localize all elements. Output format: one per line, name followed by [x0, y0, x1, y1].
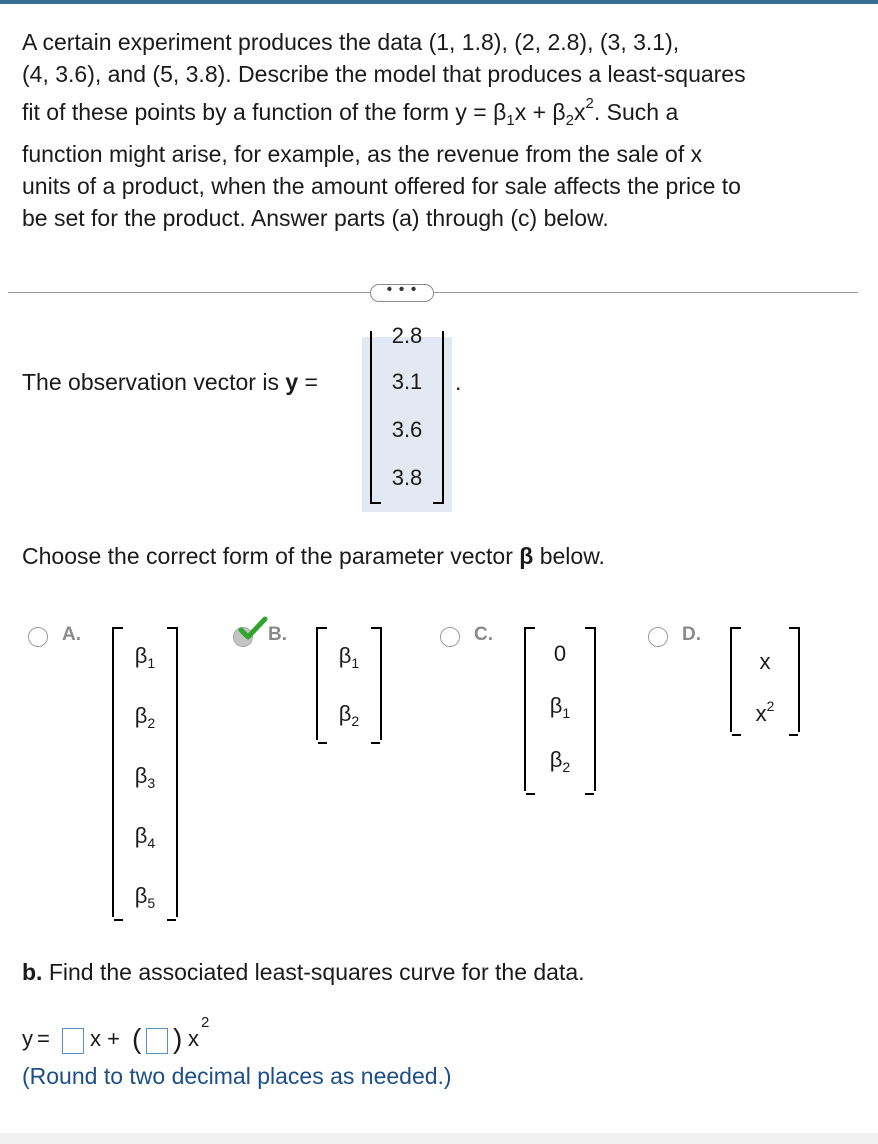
beta2-answer-box[interactable]: [146, 1028, 168, 1054]
option-a-letter[interactable]: A.: [62, 624, 81, 645]
matrix-entry: $x^2$: [755, 698, 775, 726]
matrix-entry: x: [759, 649, 771, 674]
observation-value: 2.8: [391, 323, 423, 348]
option-b-matrix[interactable]: [316, 627, 382, 740]
matrix-entry: $\beta_2$: [338, 701, 360, 729]
close-paren: ): [173, 1023, 183, 1054]
bottom-bar: [0, 1133, 878, 1144]
matrix-entry: $\beta_2$: [134, 703, 156, 731]
rounding-note: (Round to two decimal places as needed.): [22, 1063, 452, 1089]
ellipsis-icon: • • •: [386, 280, 418, 298]
option-d-matrix[interactable]: [730, 627, 800, 732]
equation-x: x: [188, 1026, 199, 1051]
equation-x-plus: x +: [90, 1026, 120, 1051]
checkmark-icon: [238, 616, 268, 642]
equation-exponent: 2: [201, 1014, 210, 1031]
parameter-vector-prompt: Choose the correct form of the parameter vector β below.: [22, 543, 605, 569]
observation-period: .: [455, 369, 462, 395]
observation-vector-matrix: [370, 323, 444, 504]
option-c-matrix[interactable]: [524, 627, 596, 791]
matrix-entry: $\beta_3$: [134, 763, 156, 791]
question-line-3: fit of these points by a function of the form $y = \beta_1x + \beta_2x^2$. Such a: [22, 95, 679, 129]
matrix-entry: $\beta_1$: [134, 643, 156, 671]
matrix-entry: $\beta_5$: [134, 883, 156, 911]
matrix-entry: $\beta_1$: [549, 693, 571, 721]
question-line-6: be set for the product. Answer parts (a) through (c) below.: [22, 205, 609, 231]
option-a-matrix[interactable]: [112, 627, 178, 917]
question-line-5: units of a product, when the amount offered for sale affects the price to: [22, 173, 741, 199]
equation-equals: =: [37, 1026, 50, 1051]
observation-value: 3.8: [391, 465, 423, 490]
option-d-radio[interactable]: [648, 627, 668, 647]
option-d-letter[interactable]: D.: [682, 624, 701, 645]
observation-vector-scroll[interactable]: [362, 323, 452, 512]
observation-value: 3.1: [391, 369, 423, 394]
question-text: [22, 26, 862, 234]
question-line-1: A certain experiment produces the data (1, 1.8), (2, 2.8), (3, 3.1),: [22, 29, 680, 55]
open-paren: (: [132, 1023, 142, 1054]
option-c-radio[interactable]: [440, 627, 460, 647]
observation-value: 3.6: [391, 417, 423, 442]
question-line-2: (4, 3.6), and (5, 3.8). Describe the model that produces a least-squares: [22, 61, 746, 87]
part-b-prompt: b. Find the associated least-squares curve for the data.: [22, 959, 585, 985]
question-line-4: function might arise, for example, as the revenue from the sale of x: [22, 141, 703, 167]
matrix-entry: $\beta_1$: [338, 643, 360, 671]
beta1-answer-box[interactable]: [62, 1028, 84, 1054]
option-a-radio[interactable]: [28, 627, 48, 647]
show-more-button[interactable]: [370, 280, 434, 302]
equation-y: y: [22, 1026, 33, 1051]
matrix-entry: $\beta_2$: [549, 747, 571, 775]
option-c-letter[interactable]: C.: [474, 624, 493, 645]
matrix-entry: 0: [553, 641, 567, 666]
matrix-entry: $\beta_4$: [134, 823, 156, 851]
observation-vector-label: The observation vector is y =: [22, 369, 318, 395]
top-accent-bar: [0, 0, 878, 4]
option-b-letter[interactable]: B.: [268, 624, 287, 645]
